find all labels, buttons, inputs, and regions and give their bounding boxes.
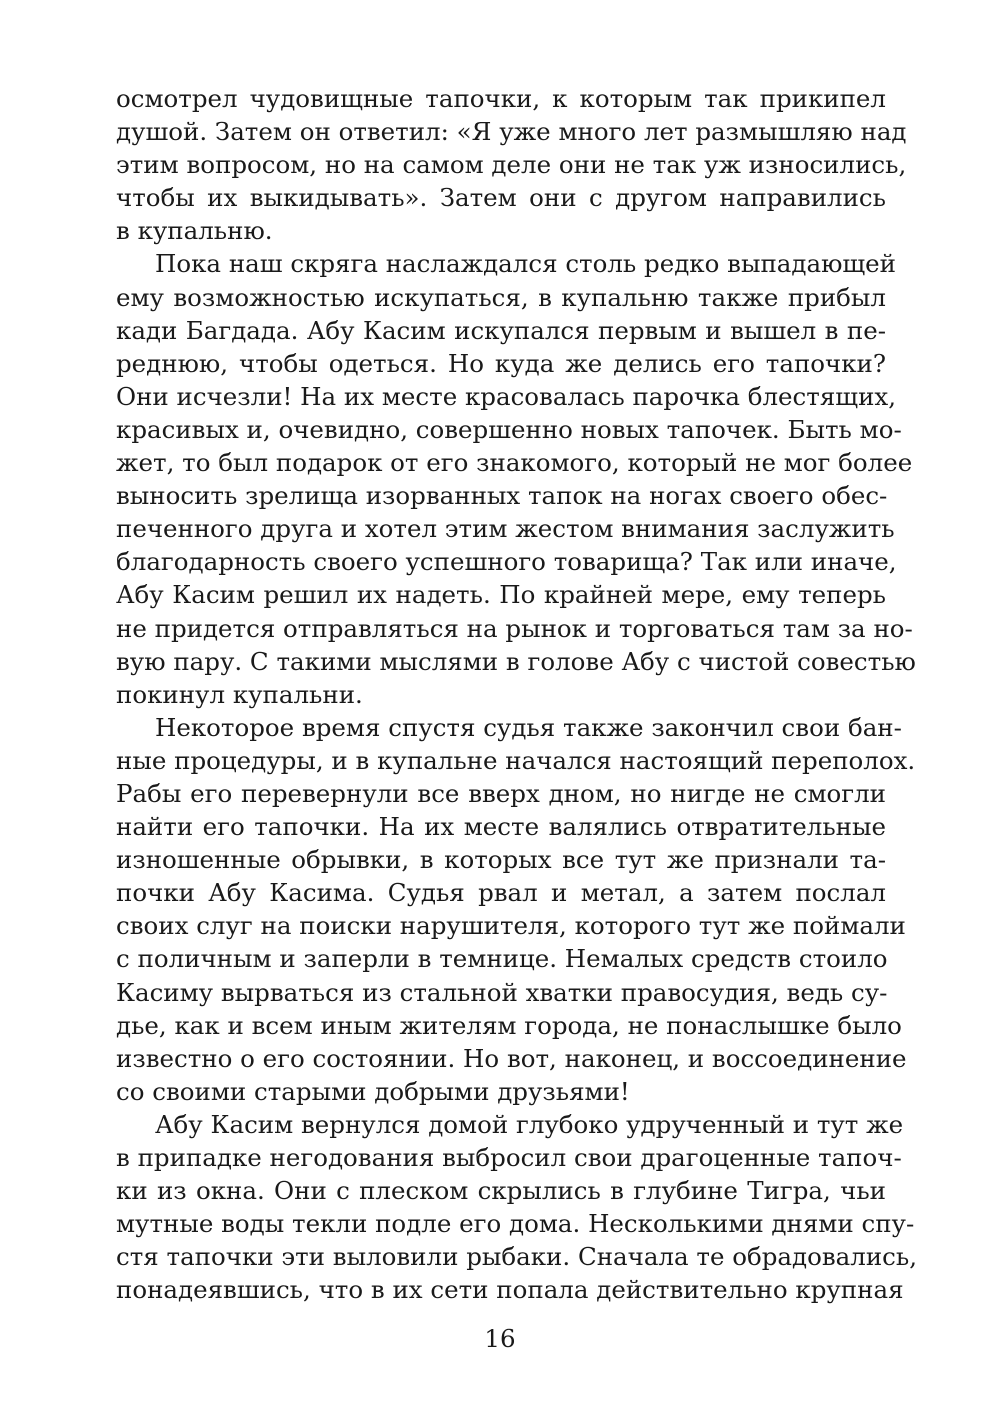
text-line: чтобы их выкидывать». Затем они с другом направились bbox=[116, 183, 886, 213]
text-line: стя тапочки эти выловили рыбаки. Сначала те обрадовались, bbox=[116, 1242, 917, 1272]
body-text bbox=[116, 82, 917, 1306]
text-line: дье, как и всем иным жителям города, не понаслышке было bbox=[116, 1010, 902, 1040]
text-line: в припадке негодования выбросил свои драгоценные тапоч- bbox=[116, 1143, 902, 1172]
text-line: Абу Касим решил их надеть. По крайней мере, ему теперь bbox=[116, 580, 886, 610]
text-line: печенного друга и хотел этим жестом внимания заслужить bbox=[116, 514, 895, 544]
text-line: понадеявшись, что в их сети попала действительно крупная bbox=[116, 1275, 904, 1305]
text-line: душой. Затем он ответил: «Я уже много лет размышляю над bbox=[116, 117, 907, 147]
text-line: со своими старыми добрыми друзьями! bbox=[116, 1076, 630, 1106]
text-line: ки из окна. Они с плеском скрылись в глубине Тигра, чьи bbox=[116, 1176, 886, 1206]
text-line: кади Багдада. Абу Касим искупался первым и вышел в пе- bbox=[116, 315, 886, 345]
page-number: 16 bbox=[484, 1324, 516, 1353]
text-line: мутные воды текли подле его дома. Несколькими днями спу- bbox=[116, 1209, 915, 1239]
text-line: ные процедуры, и в купальне начался настоящий переполох. bbox=[116, 745, 916, 775]
text-line: Они исчезли! На их месте красовалась парочка блестящих, bbox=[116, 381, 897, 411]
text-line: Касиму вырваться из стальной хватки правосудия, ведь су- bbox=[116, 977, 888, 1007]
text-line: найти его тапочки. На их месте валялись отвратительные bbox=[116, 812, 886, 842]
text-line: не придется отправляться на рынок и торговаться там за но- bbox=[116, 613, 913, 643]
text-line: известно о его состоянии. Но вот, наконец, и воссоединение bbox=[116, 1043, 907, 1073]
text-line: своих слуг на поиски нарушителя, которого тут же поймали bbox=[116, 911, 906, 941]
text-line: красивых и, очевидно, совершенно новых тапочек. Быть мо- bbox=[116, 414, 902, 444]
text-line: Пока наш скряга наслаждался столь редко выпадающей bbox=[155, 249, 897, 279]
text-line: благодарность своего успешного товарища? Так или иначе, bbox=[116, 547, 897, 577]
text-line: с поличным и заперли в темнице. Немалых средств стоило bbox=[116, 944, 888, 974]
text-line: вую пару. С такими мыслями в голове Абу с чистой совестью bbox=[116, 646, 916, 676]
text-line: этим вопросом, но на самом деле они не так уж износились, bbox=[116, 150, 907, 180]
text-line: осмотрел чудовищные тапочки, к которым так прикипел bbox=[116, 84, 886, 113]
text-line: жет, то был подарок от его знакомого, который не мог более bbox=[116, 448, 913, 478]
text-line: Некоторое время спустя судья также закончил свои бан- bbox=[155, 712, 902, 742]
text-line: ему возможностью искупаться, в купальню также прибыл bbox=[116, 282, 886, 312]
text-line: изношенные обрывки, в которых все тут же признали та- bbox=[116, 845, 886, 875]
text-line: выносить зрелища изорванных тапок на ногах своего обес- bbox=[116, 481, 888, 511]
text-line: в купальню. bbox=[116, 216, 273, 246]
text-line: Абу Касим вернулся домой глубоко удрученный и тут же bbox=[155, 1109, 904, 1139]
text-line: покинул купальни. bbox=[116, 679, 363, 709]
text-line: реднюю, чтобы одеться. Но куда же делись его тапочки? bbox=[116, 348, 886, 378]
text-line: почки Абу Касима. Судья рвал и метал, а затем послал bbox=[116, 878, 886, 908]
text-line: Рабы его перевернули все вверх дном, но нигде не смогли bbox=[116, 778, 886, 808]
